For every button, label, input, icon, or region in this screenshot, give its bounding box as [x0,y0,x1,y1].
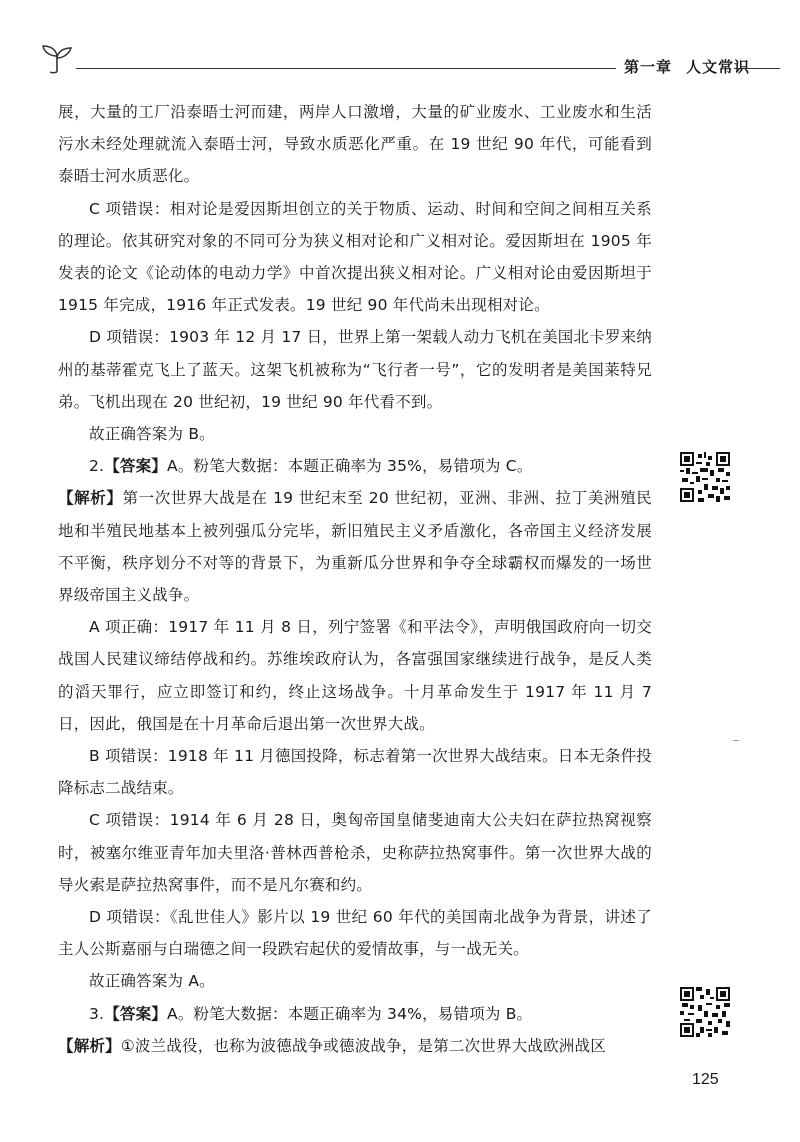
section-marker: 【解析】 [58,489,123,508]
section-marker: 【答案】 [104,1004,168,1023]
page-body [58,96,652,1062]
paragraph: 展，大量的工厂沿泰晤士河而建，两岸人口激增，大量的矿业废水、工业废水和生活污水未经处理就流入泰晤士河，导致水质恶化严重。在 19 世纪 90 年代，可能看到泰晤士河水质恶化。 [58,103,652,186]
header-rule-right [734,68,780,69]
chapter-number: 第一章 [624,58,673,76]
paragraph: 故正确答案为 B。 [89,425,215,444]
answer-line: 3.【答案】A。粉笔大数据：本题正确率为 34%，易错项为 B。 [89,1004,533,1023]
paragraph: D 项错误：《乱世佳人》影片以 19 世纪 60 年代的美国南北战争为背景，讲述了主人公斯嘉丽与白瑞德之间一段跌宕起伏的爱情故事，与一战无关。 [58,908,652,959]
page-number: 125 [692,1071,719,1088]
chapter-title: 人文常识 [686,58,751,76]
sprout-logo-icon [40,44,74,74]
answer-line: 2.【答案】A。粉笔大数据：本题正确率为 35%，易错项为 C。 [89,457,533,476]
paragraph: 故正确答案为 A。 [89,972,215,991]
page-header [40,40,780,80]
chapter-heading [624,56,764,77]
header-rule [76,68,616,69]
section-marker: 【解析】 [58,1036,121,1055]
qr-code-icon[interactable] [680,452,730,502]
analysis-paragraph: 【解析】第一次世界大战是在 19 世纪末至 20 世纪初，亚洲、非洲、拉丁美洲殖民地和半殖民地基本上被列强瓜分完毕，新旧殖民主义矛盾激化，各帝国主义经济发展不平衡，秩序划分不对等的背景下，为重新瓜分世界和争夺全球霸权而爆发的一场世界级帝国主义战争。 [58,489,652,605]
qr-code-icon[interactable] [680,987,730,1037]
margin-mark [733,740,739,741]
analysis-paragraph: 【解析】①波兰战役，也称为波德战争或德波战争，是第二次世界大战欧洲战区 [58,1036,606,1055]
paragraph: D 项错误：1903 年 12 月 17 日，世界上第一架载人动力飞机在美国北卡罗来纳州的基蒂霍克飞上了蓝天。这架飞机被称为“飞行者一号”，它的发明者是美国莱特兄弟。飞机出现在 20 世纪初，19 世纪 90 年代看不到。 [58,328,652,411]
paragraph: B 项错误：1918 年 11 月德国投降，标志着第一次世界大战结束。日本无条件投降标志二战结束。 [58,747,652,798]
paragraph: C 项错误：1914 年 6 月 28 日，奥匈帝国皇储斐迪南大公夫妇在萨拉热窝视察时，被塞尔维亚青年加夫里洛·普林西普枪杀，史称萨拉热窝事件。第一次世界大战的导火索是萨拉热窝事件，而不是凡尔赛和约。 [58,811,652,894]
paragraph: C 项错误：相对论是爱因斯坦创立的关于物质、运动、时间和空间之间相互关系的理论。依其研究对象的不同可分为狭义相对论和广义相对论。爱因斯坦在 1905 年发表的论文《论动体的电动力学》中首次提出狭义相对论。广义相对论由爱因斯坦于 1915 年完成，1916 年正式发表。19 世纪 90 年代尚未出现相对论。 [58,199,652,315]
paragraph: A 项正确：1917 年 11 月 8 日，列宁签署《和平法令》，声明俄国政府向一切交战国人民建议缔结停战和约。苏维埃政府认为，各富强国家继续进行战争，是反人类的滔天罪行，应立即签订和约，终止这场战争。十月革命发生于 1917 年 11 月 7 日，因此，俄国是在十月革命后退出第一次世界大战。 [58,618,652,733]
section-marker: 【答案】 [104,457,168,476]
